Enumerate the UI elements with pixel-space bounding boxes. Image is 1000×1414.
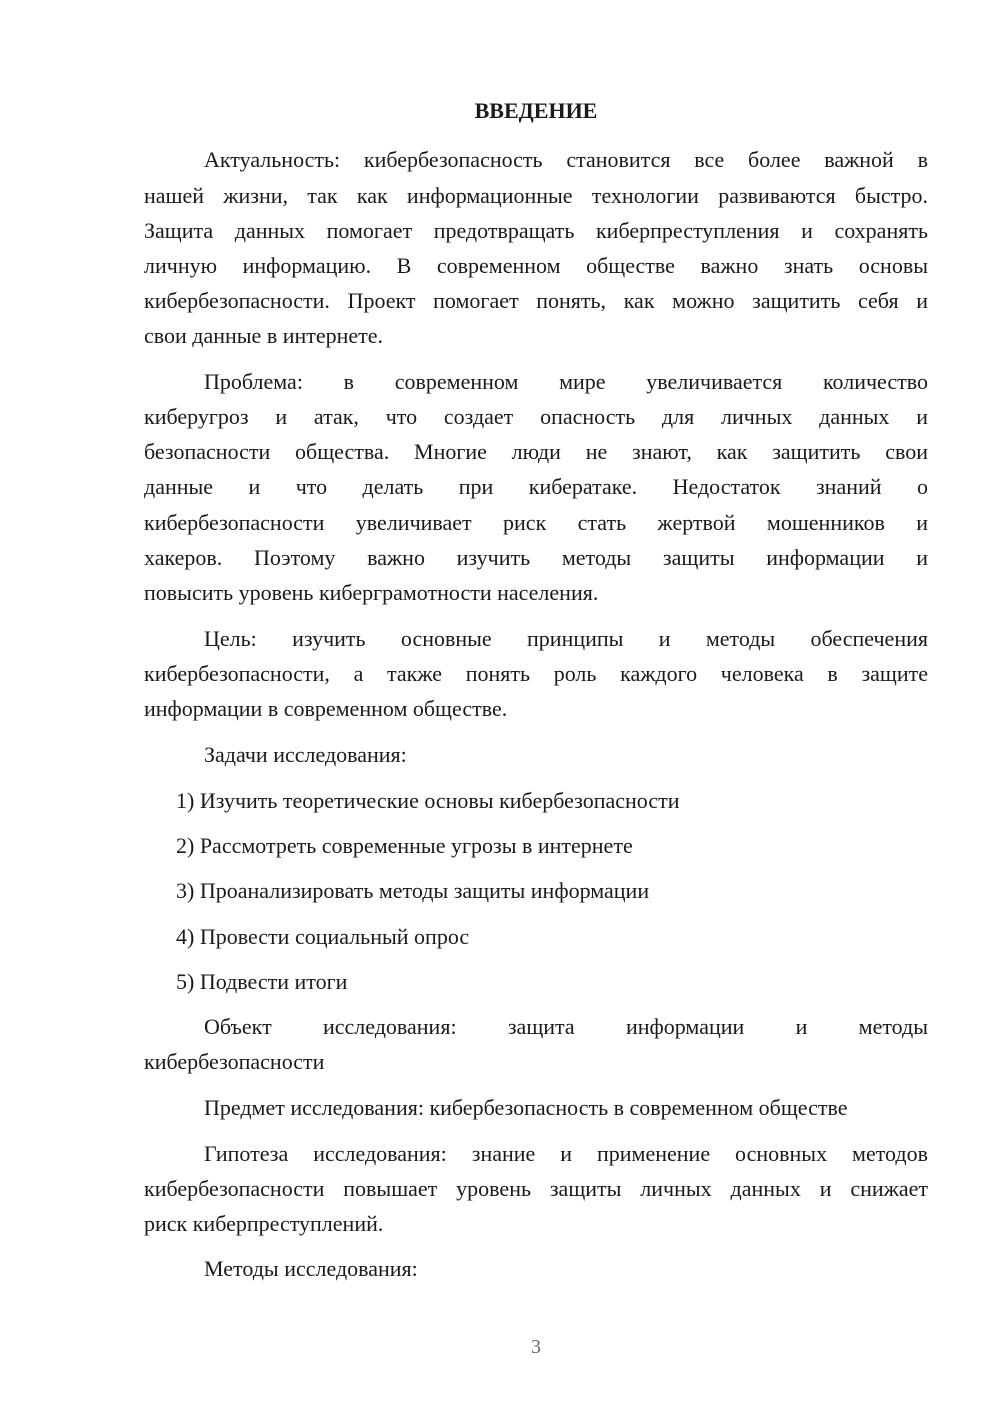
text-line: свои данные в интернете.	[144, 323, 384, 348]
list-item: 4) Провести социальный опрос	[176, 924, 470, 949]
text-line: Гипотеза исследования: знание и применение основных методов	[204, 1141, 928, 1166]
text-line: риск киберпреступлений.	[144, 1211, 384, 1236]
list-item: 1) Изучить теоретические основы кибербезопасности	[176, 788, 680, 813]
text-line: киберугроз и атак, что создает опасность для личных данных и	[144, 404, 928, 429]
text-line: хакеров. Поэтому важно изучить методы защиты информации и	[144, 545, 928, 570]
text-line: личную информацию. В современном обществе важно знать основы	[144, 253, 928, 278]
text-line: кибербезопасности повышает уровень защиты личных данных и снижает	[144, 1176, 928, 1201]
list-item: 3) Проанализировать методы защиты информации	[176, 878, 650, 903]
text-line: нашей жизни, так как информационные технологии развиваются быстро.	[144, 183, 928, 208]
list-item: 2) Рассмотреть современные угрозы в интернете	[176, 833, 633, 858]
text-line: повысить уровень киберграмотности населения.	[144, 580, 599, 605]
text-line: кибербезопасности. Проект помогает понять, как можно защитить себя и	[144, 288, 928, 313]
text-line: Цель: изучить основные принципы и методы обеспечения	[204, 626, 928, 651]
text-line: Актуальность: кибербезопасность становится все более важной в	[204, 147, 928, 172]
section-title: ВВЕДЕНИЕ	[474, 98, 598, 123]
text-line: кибербезопасности, а также понять роль каждого человека в защите	[144, 661, 928, 686]
text-line: Проблема: в современном мире увеличивается количество	[204, 369, 928, 394]
text-line: информации в современном обществе.	[144, 696, 508, 721]
text-line: Защита данных помогает предотвращать киберпреступления и сохранять	[144, 218, 928, 243]
text-line: Объект исследования: защита информации и методы	[204, 1014, 928, 1039]
methods-heading: Методы исследования:	[204, 1256, 418, 1281]
subject-paragraph: Предмет исследования: кибербезопасность в современном обществе	[204, 1095, 848, 1120]
text-line: безопасности общества. Многие люди не знают, как защитить свои	[144, 439, 928, 464]
list-item: 5) Подвести итоги	[176, 969, 348, 994]
text-line: данные и что делать при кибератаке. Недостаток знаний о	[144, 474, 928, 499]
text-line: кибербезопасности увеличивает риск стать жертвой мошенников и	[144, 510, 928, 535]
text-line: кибербезопасности	[144, 1049, 325, 1074]
tasks-heading: Задачи исследования:	[204, 742, 407, 767]
page-number: 3	[531, 1336, 541, 1358]
